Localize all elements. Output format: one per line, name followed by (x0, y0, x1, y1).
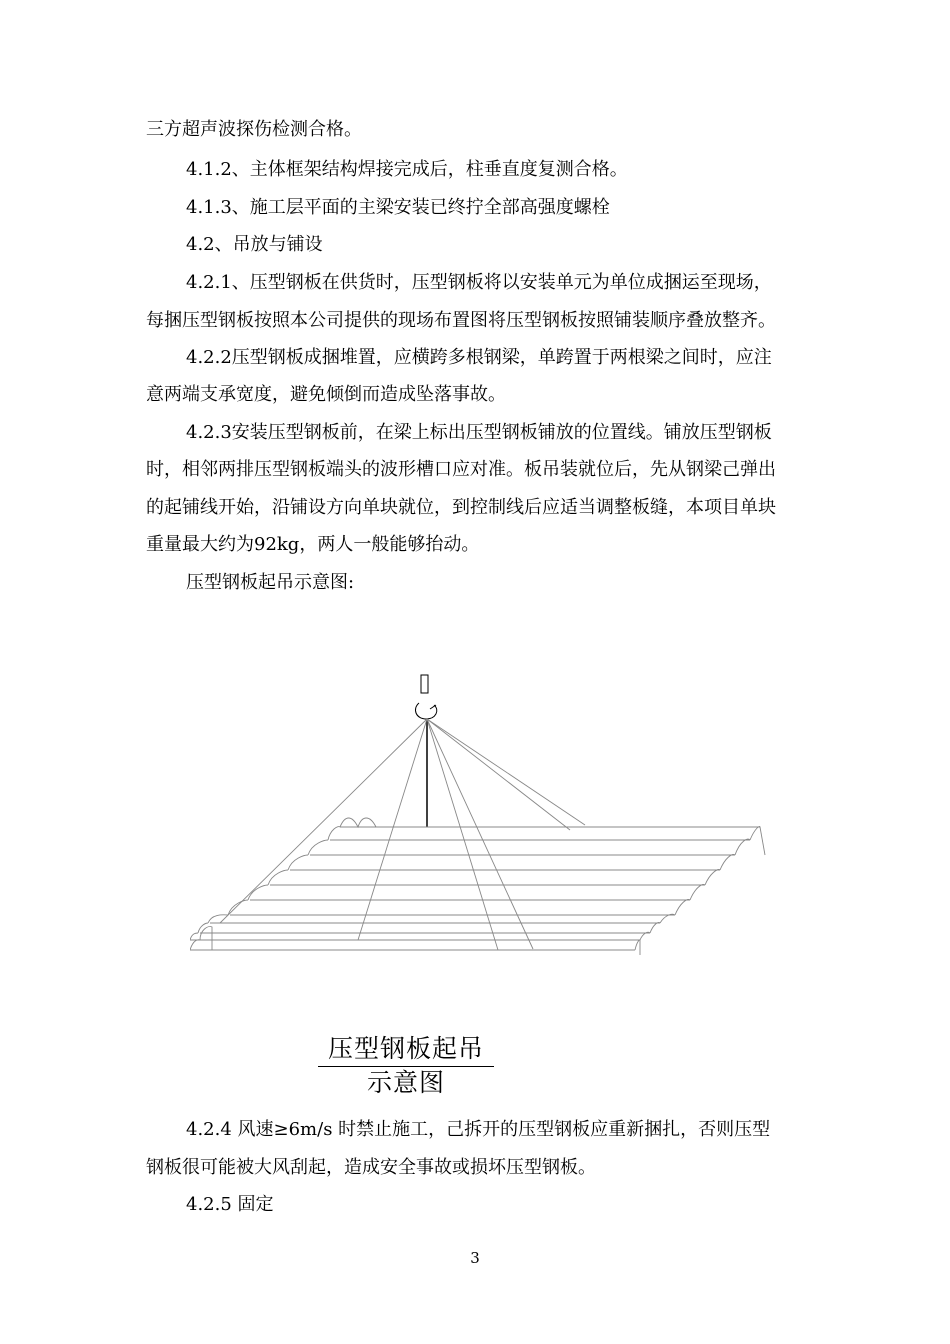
section-heading: 4.2.5 固定 (186, 1194, 274, 1215)
paragraph-line: 4.2.4 风速≥6m/s 时禁止施工，己拆开的压型钢板应重新捆扎，否则压型 (186, 1119, 771, 1140)
paragraph-line: 每捆压型钢板按照本公司提供的现场布置图将压型钢板按照铺装顺序叠放整齐。 (146, 310, 776, 331)
paragraph-line: 4.2.1、压型钢板在供货时，压型钢板将以安装单元为单位成捆运至现场， (186, 272, 772, 293)
paragraph-line: 的起铺线开始，沿铺设方向单块就位，到控制线后应适当调整板缝，本项目单块 (146, 497, 776, 518)
paragraph-line: 时，相邻两排压型钢板端头的波形槽口应对准。板吊装就位后，先从钢梁己弹出 (146, 459, 776, 480)
figure-intro: 压型钢板起吊示意图: (186, 572, 355, 593)
steel-deck-sheets (190, 818, 765, 955)
paragraph-line: 4.2.3安装压型钢板前，在梁上标出压型钢板铺放的位置线。铺放压型钢板 (186, 422, 772, 443)
caption-underline (318, 1066, 494, 1067)
figure-caption: 压型钢板起吊示意图 (327, 1034, 484, 1097)
crane-hook-icon (415, 675, 436, 719)
paragraph-line: 重量最大约为92kg，两人一般能够抬动。 (146, 534, 480, 555)
paragraph-line: 钢板很可能被大风刮起，造成安全事故或损坏压型钢板。 (146, 1157, 596, 1178)
paragraph-line: 三方超声波探伤检测合格。 (146, 119, 362, 140)
paragraph-line: 4.1.2、主体框架结构焊接完成后，柱垂直度复测合格。 (186, 159, 628, 180)
paragraph-line: 4.1.3、施工层平面的主梁安装已终拧全部高强度螺栓 (186, 197, 610, 218)
page-number: 3 (470, 1249, 480, 1267)
section-heading: 4.2、吊放与铺设 (186, 234, 323, 255)
lifting-diagram (190, 665, 780, 965)
paragraph-line: 4.2.2压型钢板成捆堆置，应横跨多根钢梁，单跨置于两根梁之间时，应注 (186, 347, 772, 368)
paragraph-line: 意两端支承宽度，避免倾倒而造成坠落事故。 (146, 384, 506, 405)
